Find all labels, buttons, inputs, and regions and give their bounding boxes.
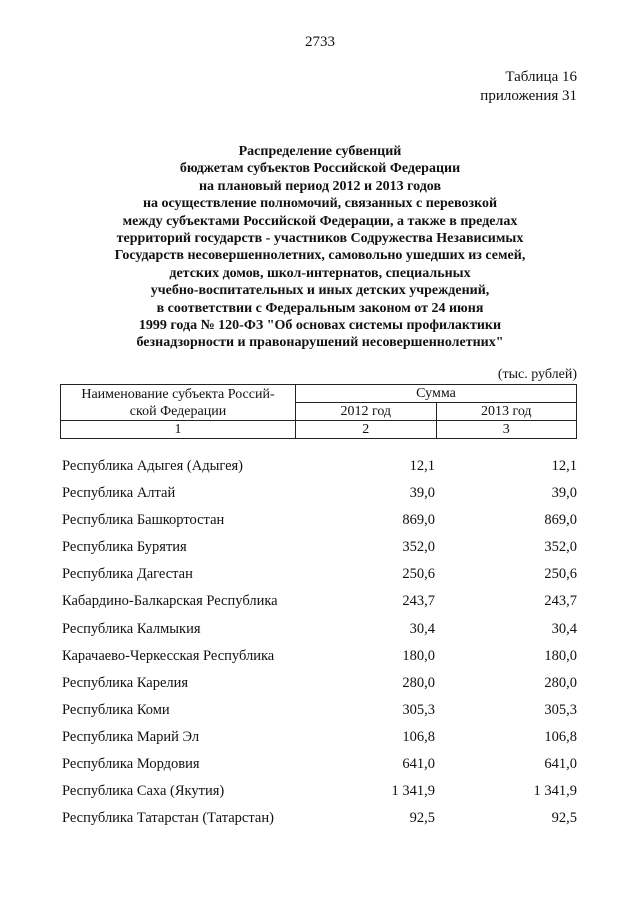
table-row [62,675,577,702]
region-name: Республика Адыгея (Адыгея) [62,458,244,474]
value-2013: 243,7 [544,593,577,610]
region-name: Республика Мордовия [62,756,200,773]
table-row [62,621,577,648]
table-row [62,593,577,620]
value-2013: 305,3 [544,701,577,718]
value-2013: 869,0 [544,512,577,529]
column-header-2012: 2012 год [296,403,437,421]
value-2012: 180,0 [402,647,435,664]
region-name: Республика Алтай [62,485,176,502]
value-2012: 12,1 [409,458,435,474]
value-2013: 250,6 [544,566,577,583]
region-name: Кабардино-Балкарская Республика [62,593,278,610]
table-ref-line1: Таблица 16 [505,69,577,85]
value-2012: 39,0 [409,485,435,502]
title-line: детских домов, школ-интернатов, специальных [169,265,471,281]
region-name: Республика Бурятия [62,539,187,556]
value-2013: 39,0 [551,485,577,502]
value-2013: 12,1 [551,458,577,474]
title-line: на плановый период 2012 и 2013 годов [198,178,442,194]
table-reference [480,68,577,106]
region-name: Республика Саха (Якутия) [62,783,225,800]
region-name: Карачаево-Черкесская Республика [62,647,275,664]
value-2012: 92,5 [409,810,435,827]
table-row [62,539,577,566]
value-2012: 30,4 [409,620,435,637]
title-line: безнадзорности и правонарушений несовершеннолетних" [136,335,504,351]
column-number-2: 2 [296,421,437,439]
region-name: Республика Татарстан (Татарстан) [62,810,274,827]
value-2012: 352,0 [402,539,435,556]
table-row [62,566,577,593]
title-line: Распределение субвенций [238,144,402,159]
value-2012: 1 341,9 [391,783,435,800]
region-name: Республика Карелия [62,674,189,691]
value-2013: 106,8 [544,728,577,745]
table-row [62,702,577,729]
region-name: Республика Калмыкия [62,620,201,637]
value-2013: 280,0 [544,674,577,691]
value-2012: 106,8 [402,728,435,745]
table-row [62,783,577,810]
title-line: 1999 года № 120-ФЗ "Об основах системы профилактики [138,318,502,334]
table-row [62,756,577,783]
region-name: Республика Марий Эл [62,728,200,745]
title-line: в соответствии с Федеральным законом от 24 июня [156,300,484,316]
value-2012: 243,7 [402,593,435,610]
value-2012: 641,0 [402,756,435,773]
value-2012: 280,0 [402,674,435,691]
title-line: бюджетам субъектов Российской Федерации [179,161,461,177]
column-header-2013: 2013 год [436,403,577,421]
value-2013: 352,0 [544,539,577,556]
title-line: территорий государств - участников Содружества Независимых [116,231,524,247]
value-2013: 30,4 [551,620,577,637]
column-header-name-line2: ской Федерации [129,403,227,419]
table-ref-line2: приложения 31 [480,88,577,104]
value-2013: 641,0 [544,756,577,773]
value-2012: 305,3 [402,701,435,718]
table-row [62,512,577,539]
page-number: 2733 [305,34,335,50]
value-2012: 869,0 [402,512,435,529]
value-2012: 250,6 [402,566,435,583]
region-name: Республика Коми [62,701,170,718]
units-label: (тыс. рублей) [497,367,577,382]
table-row [62,648,577,675]
title-line: на осуществление полномочий, связанных с перевозкой [142,196,498,212]
table-header [60,384,577,439]
table-row [62,810,577,837]
column-header-sum: Сумма [296,385,577,403]
title-line: учебно-воспитательных и иных детских учреждений, [150,283,490,299]
table-body [62,458,577,837]
value-2013: 180,0 [544,647,577,664]
region-name: Республика Башкортостан [62,512,225,529]
table-row [62,485,577,512]
column-header-name [61,385,296,421]
column-number-3: 3 [436,421,577,439]
value-2013: 92,5 [551,810,577,827]
column-header-name-line1: Наименование субъекта Россий- [81,386,275,402]
table-row [62,458,577,485]
column-number-1: 1 [61,421,296,439]
document-title [60,143,580,352]
region-name: Республика Дагестан [62,566,193,583]
title-line: Государств несовершеннолетних, самовольно ушедших из семей, [114,248,526,264]
title-line: между субъектами Российской Федерации, а также в пределах [122,213,518,229]
table-row [62,729,577,756]
value-2013: 1 341,9 [533,783,577,800]
